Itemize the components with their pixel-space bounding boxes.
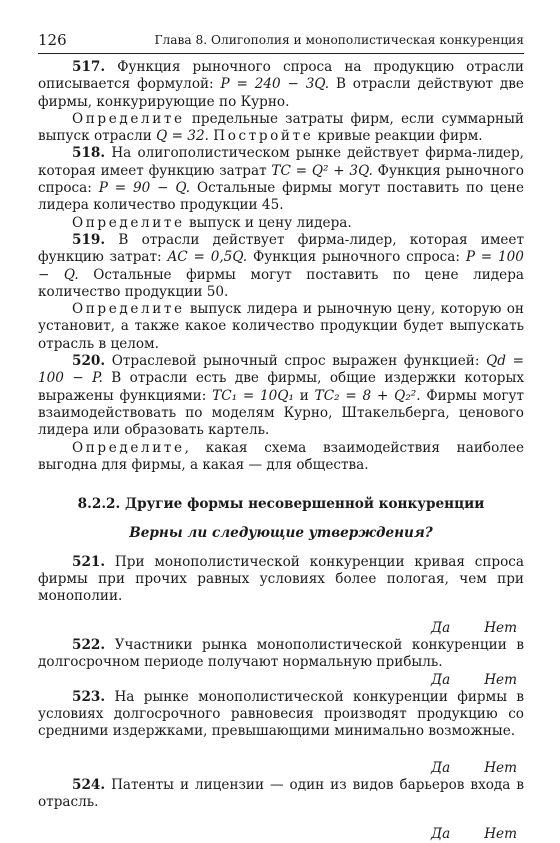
problem-517 — [38, 59, 524, 111]
task-text: кривые реакции фирм. — [317, 128, 483, 145]
problem-text: Отраслевой рыночный спрос выражен функцией: — [111, 353, 480, 370]
problem-number: 517. — [72, 59, 106, 75]
problem-text: Фирмы могут взаимодействовать по моделям Курно, Штакельберга, ценового лидера или образовать картель. — [38, 387, 525, 439]
task-verb: Постройте — [213, 128, 314, 145]
problem-519 — [38, 232, 524, 301]
problem-text: В отрасли есть две фирмы, общие издержки которых выражены функциями: — [38, 370, 524, 404]
problem-text: Функция рыночного спроса: — [252, 249, 460, 266]
formula: P = 240 − 3Q. — [220, 76, 330, 93]
answer-options — [38, 760, 524, 777]
problem-520 — [38, 353, 524, 439]
task-verb: Определите — [72, 214, 185, 231]
formula: TC₁ = 10Q₁ — [212, 387, 294, 404]
page-number: 126 — [38, 31, 67, 49]
problem-518 — [38, 145, 524, 214]
statement-text: На рынке монополистической конкуренции фирмы в условиях долгосрочного равновесия производят продукцию со средними издержками, превышающими минимально возможные. — [38, 688, 524, 740]
task-verb: Определите — [72, 439, 185, 456]
answer-options — [38, 672, 524, 689]
problem-text: На олигополистическом рынке действует фирма-лидер, которая имеет функцию затрат — [38, 145, 525, 179]
task-text: предельные затраты фирм, если суммарный выпуск отрасли — [38, 110, 524, 145]
chapter-title: Глава 8. Олигополия и монополистическая конкуренция — [154, 33, 524, 47]
problem-number: 518. — [72, 145, 106, 162]
statement-number: 524. — [72, 776, 106, 793]
problem-number: 520. — [72, 353, 106, 370]
statement-number: 521. — [72, 553, 106, 570]
statement-522 — [38, 637, 524, 672]
problem-text: Функция рыночного спроса: — [38, 162, 524, 197]
problem-text: В отрасли действует фирма-лидер, которая имеет функцию затрат: — [38, 231, 525, 266]
problem-text: Остальные фирмы могут поставить по цене лидера количество продукции 45. — [38, 180, 525, 214]
answer-no: Нет — [484, 759, 517, 776]
statement-number: 523. — [72, 688, 106, 705]
formula: P = 90 − Q. — [98, 180, 191, 197]
task-text: выпуск и цену лидера. — [188, 214, 352, 231]
task-verb: Определите — [72, 301, 185, 318]
formula: Q = 32. — [156, 128, 209, 145]
statement-523 — [38, 689, 524, 741]
answer-yes: Да — [431, 671, 451, 688]
statement-text: Участники рынка монополистической конкуренции в долгосрочном периоде получают нормальную прибыль. — [38, 636, 524, 671]
answer-yes: Да — [431, 825, 451, 842]
problem-518-task — [38, 215, 524, 232]
conjunction: и — [299, 387, 309, 404]
task-text: , какая схема взаимодействия наиболее выгодна для фирмы, а какая — для общества. — [38, 439, 524, 473]
problem-text: В отрасли действуют две фирмы, конкурирующие по Курно. — [38, 76, 524, 110]
task-verb: Определите — [72, 110, 185, 127]
problem-517-task — [38, 111, 524, 146]
answer-no: Нет — [484, 825, 517, 842]
problem-text: Функция рыночного спроса на продукцию отрасли описывается формулой: — [38, 59, 524, 93]
answer-yes: Да — [431, 759, 451, 776]
statement-524 — [38, 777, 524, 812]
running-header — [38, 31, 524, 54]
formula: TC = Q² + 3Q. — [271, 162, 373, 179]
problem-519-task — [38, 301, 524, 353]
question-header: Верны ли следующие утверждения? — [129, 525, 433, 542]
statement-text: Патенты и лицензии — один из видов барьеров входа в отрасль. — [38, 776, 524, 811]
answer-no: Нет — [484, 619, 517, 636]
formula: P = 100 − Q. — [38, 249, 524, 283]
section-heading: 8.2.2. Другие формы несовершенной конкуренции — [77, 496, 485, 513]
page-body — [38, 59, 524, 843]
formula: Qd = 100 − P. — [38, 353, 524, 387]
statement-number: 522. — [72, 636, 106, 653]
problem-number: 519. — [72, 231, 106, 248]
statement-text: При монополистической конкуренции кривая спроса фирмы при прочих равных условиях более пологая, чем при монополии. — [38, 553, 524, 605]
formula: TC₂ = 8 + Q₂². — [314, 387, 421, 404]
problem-520-task — [38, 440, 524, 475]
answer-no: Нет — [484, 671, 517, 688]
answer-options — [38, 826, 524, 843]
problem-text: Остальные фирмы могут поставить по цене лидера количество продукции 50. — [38, 266, 525, 300]
formula: AC = 0,5Q. — [167, 249, 248, 266]
statement-521 — [38, 554, 524, 606]
answer-yes: Да — [431, 619, 451, 636]
answer-options — [38, 620, 524, 637]
task-text: выпуск лидера и рыночную цену, которую он установит, а также какое количество продукции будет выпускать отрасль в целом. — [38, 301, 524, 352]
